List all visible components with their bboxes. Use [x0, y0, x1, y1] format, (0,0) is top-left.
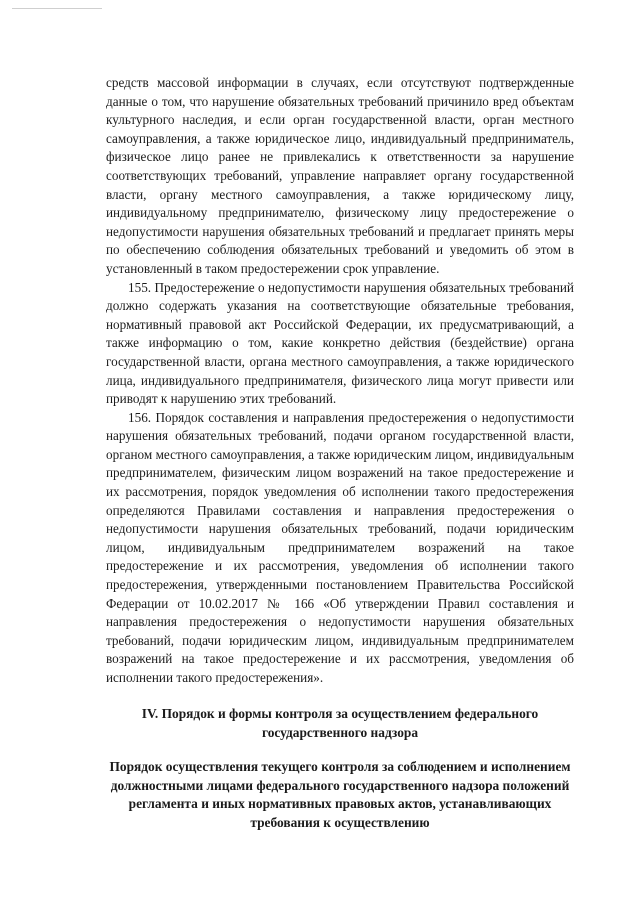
paragraph-continuation: средств массовой информации в случаях, если отсутствуют подтвержденные данные о том, что нарушение обязательных требований причинило вред объектам культурного наследия, и если орган государственной власти, орган местного самоуправления, а также юридическое лицо, индивидуальный предприниматель, физическое лицо ранее не привлекались к ответственности за нарушение соответствующих требований, управление направляет органу государственной власти, органу местного самоуправления, а также юридическому лицу, индивидуальному предпринимателю, физическому лицу предостережение о недопустимости нарушения обязательных требований и предлагает принять меры по обеспечению соблюдения обязательных требований и уведомить об этом в установленный в таком предостережении срок управление.	[106, 75, 574, 276]
body-text	[106, 74, 574, 688]
subsection-heading: Порядок осуществления текущего контроля за соблюдением и исполнением должностными лицами федерального государственного надзора положений регламента и иных нормативных правовых актов, устанавливающих требования к осуществлению	[109, 759, 571, 830]
scan-edge-line	[12, 8, 102, 9]
paragraph-156: 156. Порядок составления и направления предостережения о недопустимости нарушения обязательных требований, подачи органом государственной власти, органом местного самоуправления, а также юридическим лицом, индивидуальным предпринимателем, физическим лицом возражений на такое предостережение и их рассмотрения, порядок уведомления об исполнении такого предостережения определяются Правилами составления и направления предостережения о недопустимости нарушения обязательных требований, подачи юридическим лицом, индивидуальным предпринимателем возражений на такое предостережение и их рассмотрения, уведомления об исполнении такого предостережения, утвержденными постановлением Правительства Российской Федерации от 10.02.2017 № 166 «Об утверждении Правил составления и направления предостережения о недопустимости нарушения обязательных требований, подачи юридическим лицом, индивидуальным предпринимателем возражений на такое предостережение и их рассмотрения, уведомления об исполнении такого предостережения».	[106, 409, 574, 685]
paragraph-155: 155. Предостережение о недопустимости нарушения обязательных требований должно содержать указания на соответствующие обязательные требования, нормативный правовой акт Российской Федерации, их предусматривающий, а также информацию о том, какие конкретно действия (бездействие) органа государственной власти, органа местного самоуправления, а также юридического лица, индивидуального предпринимателя, физического лица могут привести или приводят к нарушению этих требований.	[106, 279, 574, 407]
section-heading: IV. Порядок и формы контроля за осуществлением федерального государственного надзора	[141, 706, 539, 740]
